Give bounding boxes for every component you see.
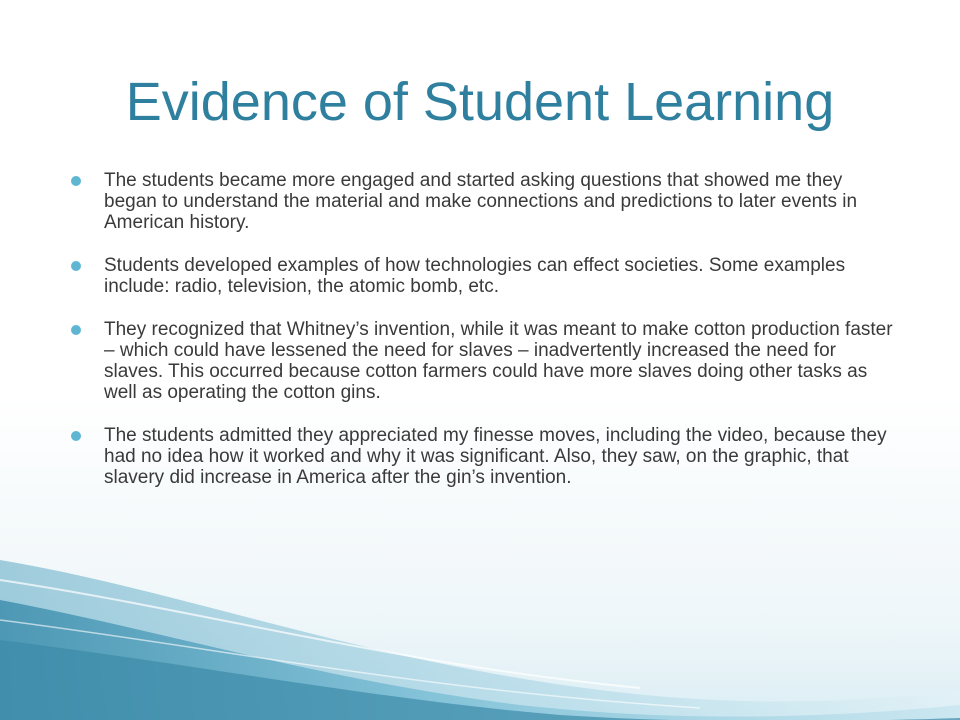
slide-title: Evidence of Student Learning bbox=[125, 72, 835, 132]
bullet-dot-icon bbox=[71, 261, 81, 271]
bullet-dot-icon bbox=[71, 325, 81, 335]
bullet-text: The students became more engaged and started asking questions that showed me they began to understand the material and make connections and predictions to later events in American history. bbox=[104, 170, 858, 233]
bullet-item bbox=[68, 170, 898, 233]
bullet-list bbox=[68, 170, 898, 488]
bullet-dot-icon bbox=[71, 176, 81, 186]
bullet-item bbox=[68, 255, 898, 297]
bullet-text: The students admitted they appreciated my finesse moves, including the video, because they had no idea how it worked and why it was significant. Also, they saw, on the graphic, that slavery did increase in America after the gin’s invention. bbox=[104, 425, 887, 488]
slide-content bbox=[68, 170, 898, 510]
bullet-item bbox=[68, 425, 898, 488]
bullet-item bbox=[68, 319, 898, 403]
bullet-text: They recognized that Whitney’s invention, while it was meant to make cotton production faster – which could have lessened the need for slaves – inadvertently increased the need for slaves. This occurred because cotton farmers could have more slaves doing other tasks as well as operating the cotton gins. bbox=[104, 319, 893, 403]
bullet-text: Students developed examples of how technologies can effect societies. Some examples include: radio, television, the atomic bomb, etc. bbox=[104, 255, 846, 297]
bullet-dot-icon bbox=[71, 431, 81, 441]
